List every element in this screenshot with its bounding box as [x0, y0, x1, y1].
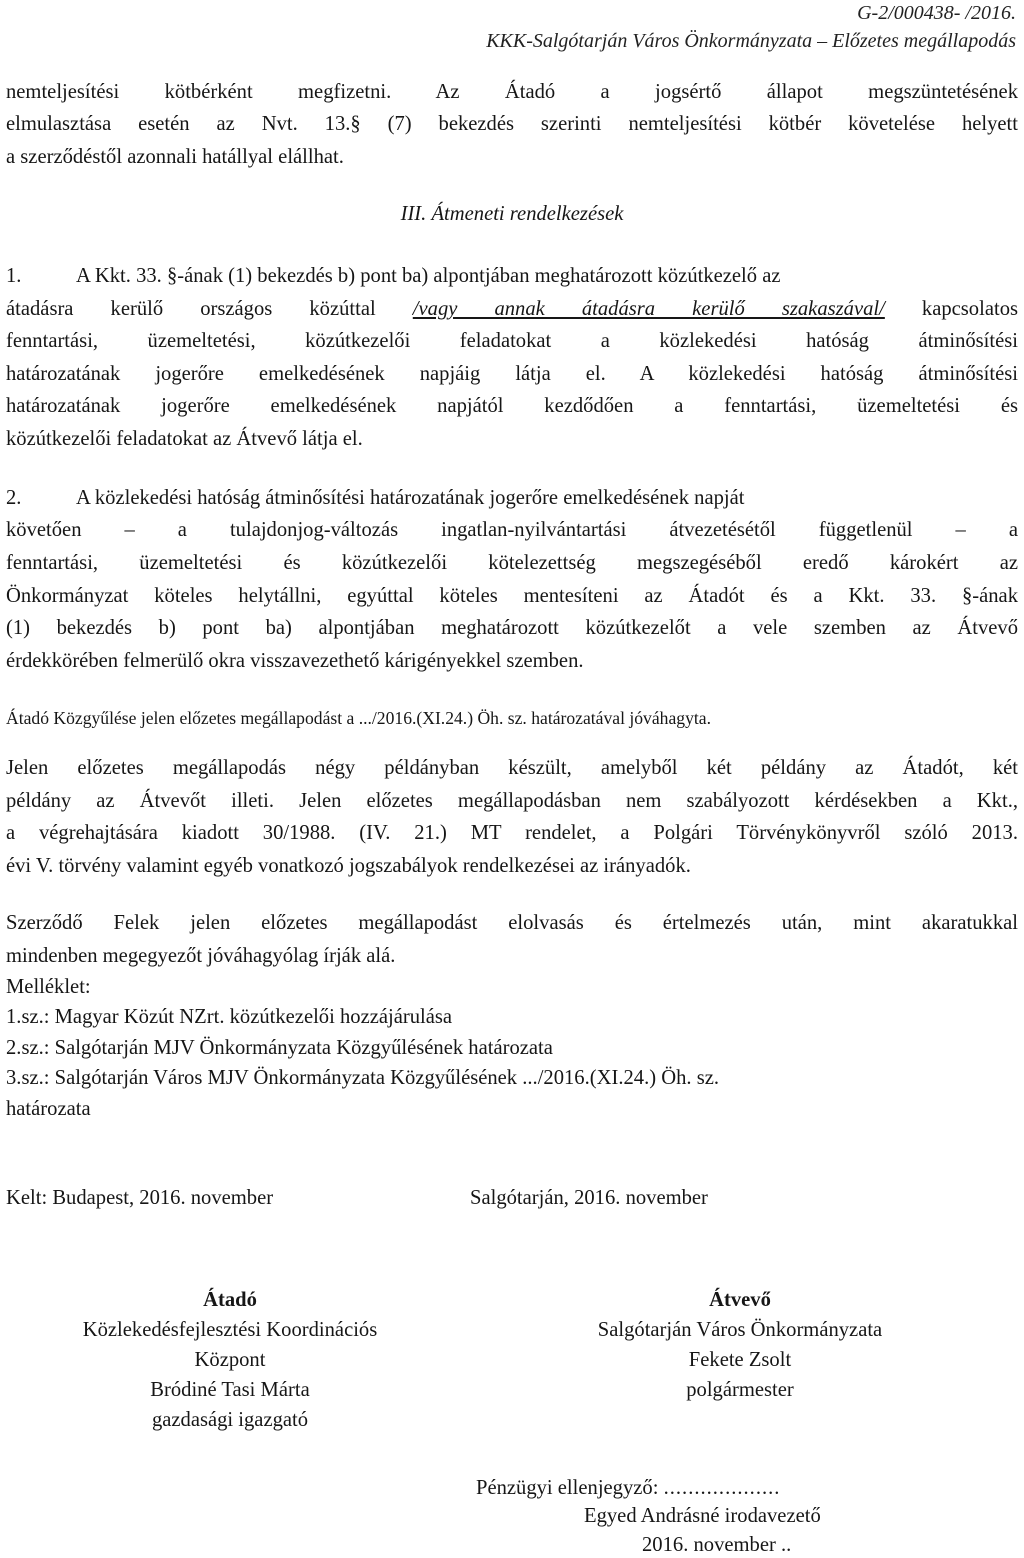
intro-line: elmulasztása esetén az Nvt. 13.§ (7) bekezdés szerinti nemteljesítési kötbér követelése helyett: [6, 113, 1018, 135]
section-heading: III. Átmeneti rendelkezések: [400, 203, 624, 225]
document-subtitle: KKK-Salgótarján Város Önkormányzata – Előzetes megállapodás: [486, 30, 1016, 52]
copies-line: évi V. törvény valamint egyéb vonatkozó jogszabályok rendelkezései az irányadók.: [6, 855, 691, 877]
copies-line: példány az Átvevőt illeti. Jelen előzetes megállapodásban nem szabályozott kérdésekben a Kkt.,: [6, 790, 1018, 812]
closing-line: Szerződő Felek jelen előzetes megállapodást elolvasás és értelmezés után, mint akaratukkal: [6, 912, 1018, 934]
approval-text: Átadó Közgyűlése jelen előzetes megállapodást a .../2016.(XI.24.) Öh. sz. határozatával jóváhagyta.: [6, 708, 711, 728]
signatory-left-line: Központ: [194, 1349, 266, 1371]
para1-first-line: [6, 264, 1018, 288]
countersign-name: Egyed Andrásné irodavezető: [584, 1505, 821, 1527]
date-right: Salgótarján, 2016. november: [470, 1187, 708, 1209]
signatory-left-line: Bródiné Tasi Márta: [150, 1379, 310, 1401]
closing-line: mindenben megegyezőt jóváhagyólag írják alá.: [6, 945, 396, 967]
signatory-right-title: Átvevő: [709, 1289, 771, 1311]
countersign-label: Pénzügyi ellenjegyző:: [476, 1477, 659, 1499]
intro-line: nemteljesítési kötbérként megfizetni. Az Átadó a jogsértő állapot megszüntetésének: [6, 81, 1018, 103]
para2-line: Önkormányzat köteles helytállni, egyúttal köteles mentesíteni az Átadót és a Kkt. 33. §-ának: [6, 585, 1018, 607]
countersign-label-line: [476, 1477, 780, 1500]
attachments-label: Melléklet:: [6, 976, 91, 998]
countersign-date: 2016. november ..: [642, 1534, 792, 1556]
para2-lead: A közlekedési hatóság átminősítési határozatának jogerőre emelkedésének napját: [76, 487, 745, 509]
para1-lead: A Kkt. 33. §-ának (1) bekezdés b) pont ba) alpontjában meghatározott közútkezelő az: [76, 265, 781, 287]
para2-line: (1) bekezdés b) pont ba) alpontjában meghatározott közútkezelőt a vele szemben az Átvevő: [6, 617, 1018, 639]
attachment-item: 2.sz.: Salgótarján MJV Önkormányzata Közgyűlésének határozata: [6, 1037, 553, 1059]
para1-line: fenntartási, üzemeltetési, közútkezelői feladatokat a közlekedési hatóság átminősítési: [6, 330, 1018, 352]
document-id: G-2/000438- /2016.: [857, 2, 1016, 24]
para1-line: határozatának jogerőre emelkedésének napjáig látja el. A közlekedési hatóság átminősítési: [6, 363, 1018, 385]
para1-line: átadásra kerülő országos közúttal /vagy annak átadásra kerülő szakaszával/ kapcsolatos: [6, 298, 1019, 320]
copies-line: a végrehajtására kiadott 30/1988. (IV. 21.) MT rendelet, a Polgári Törvénykönyvről szóló 2013.: [6, 822, 1018, 844]
signatory-left: [20, 1285, 440, 1435]
para2-first-line: [6, 486, 1018, 510]
para1-line: határozatának jogerőre emelkedésének napjától kezdődően a fenntartási, üzemeltetési és: [6, 395, 1018, 417]
intro-line: a szerződéstől azonnali hatállyal elállhat.: [6, 146, 344, 168]
para2-line: érdekkörében felmerülő okra visszavezethető kárigényekkel szemben.: [6, 650, 584, 672]
signatory-right: [530, 1285, 950, 1405]
attachment-item: 3.sz.: Salgótarján Város MJV Önkormányzata Közgyűlésének .../2016.(XI.24.) Öh. sz.: [6, 1067, 720, 1089]
signature-dots: ...................: [663, 1477, 781, 1499]
para2-line: fenntartási, üzemeltetési és közútkezelői kötelezettség megszegéséből eredő károkért az: [6, 552, 1018, 574]
signatory-left-line: gazdasági igazgató: [151, 1409, 309, 1431]
signatory-left-title: Átadó: [203, 1289, 257, 1311]
signatory-right-line: Fekete Zsolt: [688, 1349, 792, 1371]
para2-line: követően – a tulajdonjog-változás ingatlan-nyilvántartási átvezetésétől függetlenül – a: [6, 519, 1018, 541]
date-left: Kelt: Budapest, 2016. november: [6, 1187, 274, 1209]
underlined-clause: /vagy annak átadásra kerülő szakaszával/: [412, 298, 885, 320]
signatory-left-line: Közlekedésfejlesztési Koordinációs: [82, 1319, 378, 1341]
attachment-item: 1.sz.: Magyar Közút NZrt. közútkezelői hozzájárulása: [6, 1006, 453, 1028]
para1-line: közútkezelői feladatokat az Átvevő látja el.: [6, 428, 363, 450]
attachment-item: határozata: [6, 1098, 91, 1120]
signatory-right-line: Salgótarján Város Önkormányzata: [597, 1319, 883, 1341]
copies-line: Jelen előzetes megállapodás négy példányban készült, amelyből két példány az Átadót, két: [6, 757, 1018, 779]
para2-number: 2.: [6, 487, 22, 509]
signatory-right-line: polgármester: [686, 1379, 794, 1401]
para1-number: 1.: [6, 265, 22, 287]
